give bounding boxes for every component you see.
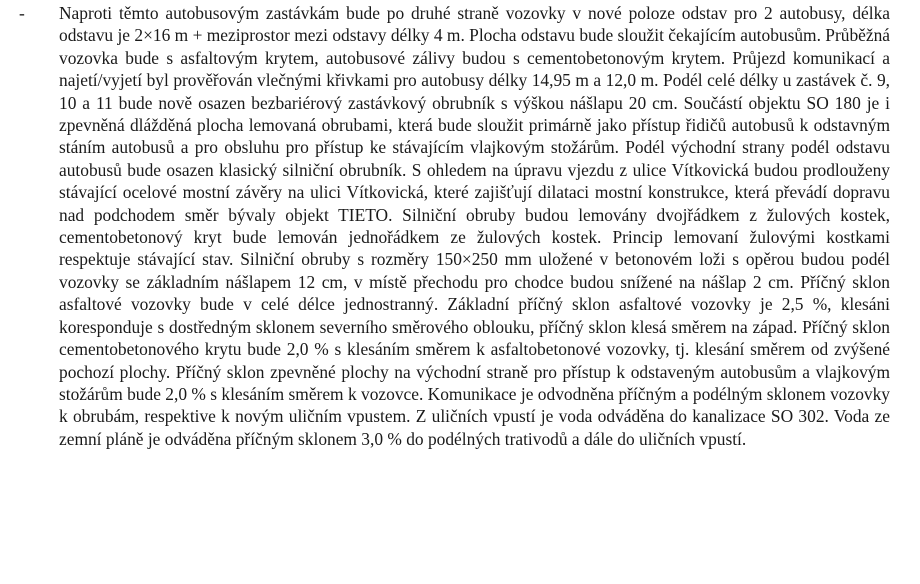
list-bullet: - (19, 3, 25, 23)
list-item (19, 2, 890, 450)
paragraph-text: Naproti těmto autobusovým zastávkám bude po druhé straně vozovky v nové poloze odstav pro 2 autobusy, délka odstavu je 2×16 m + meziprostor mezi odstavy délky 4 m. Plocha odstavu bude sloužit čekajícím autobusům. Průběžná vozovka bude s asfaltovým krytem, autobusové zálivy budou s cementobetonovým krytem. Průjezd komunikací a najetí/vyjetí byl prověřován vlečnými křivkami pro autobusy délky 14,95 m a 12,0 m. Podél celé délky u zastávek č. 9, 10 a 11 bude nově osazen bezbariérový zastávkový obrubník s výškou nášlapu 20 cm. Součástí objektu SO 180 je i zpevněná dlážděná plocha lemovaná obrubami, která bude sloužit primárně jako přístup řidičů autobusů k odstavným stáním autobusů a pro obsluhu pro přístup ke stávajícím vlajkovým stožárům. Podél východní strany podél odstavu autobusů bude osazen klasický silniční obrubník. S ohledem na úpravu vjezdu z ulice Vítkovická budou prodlouženy stávající ocelové mostní závěry na ulici Vítkovická, které zajišťují dilataci mostní konstrukce, která převádí dopravu nad podchodem směr bývaly objekt TIETO. Silniční obruby budou lemovány dvojřádkem z žulových kostek, cementobetonový kryt bude lemován jednořádkem ze žulových kostek. Princip lemovaní žulovými kostkami respektuje stávající stav. Silniční obruby s rozměry 150×250 mm uložené v betonovém loži s opěrou budou podél vozovky se základním nášlapem 12 cm, v místě přechodu pro chodce budou snížené na nášlap 2 cm. Příčný sklon asfaltové vozovky bude v celé délce jednostranný. Základní příčný sklon asfaltové vozovky je 2,5 %, klesáni koresponduje s dostředným sklonem severního směrového oblouku, příčný sklon klesá směrem na západ. Příčný sklon cementobetonového krytu bude 2,0 % s klesáním směrem k asfaltobetonové vozovky, tj. klesání směrem od zvýšené pochozí plochy. Příčný sklon zpevněné plochy na východní straně pro přístup k odstaveným autobusům a vlajkovým stožárům bude 2,0 % s klesáním směrem k vozovce. Komunikace je odvodněna příčným a podélným sklonem vozovky k obrubám, respektive k novým uličním vpustem. Z uličních vpustí je voda odváděna do kanalizace SO 302. Voda ze zemní pláně je odváděna příčným sklonem 3,0 % do podélných trativodů a dále do uličních vpustí. (59, 3, 890, 449)
